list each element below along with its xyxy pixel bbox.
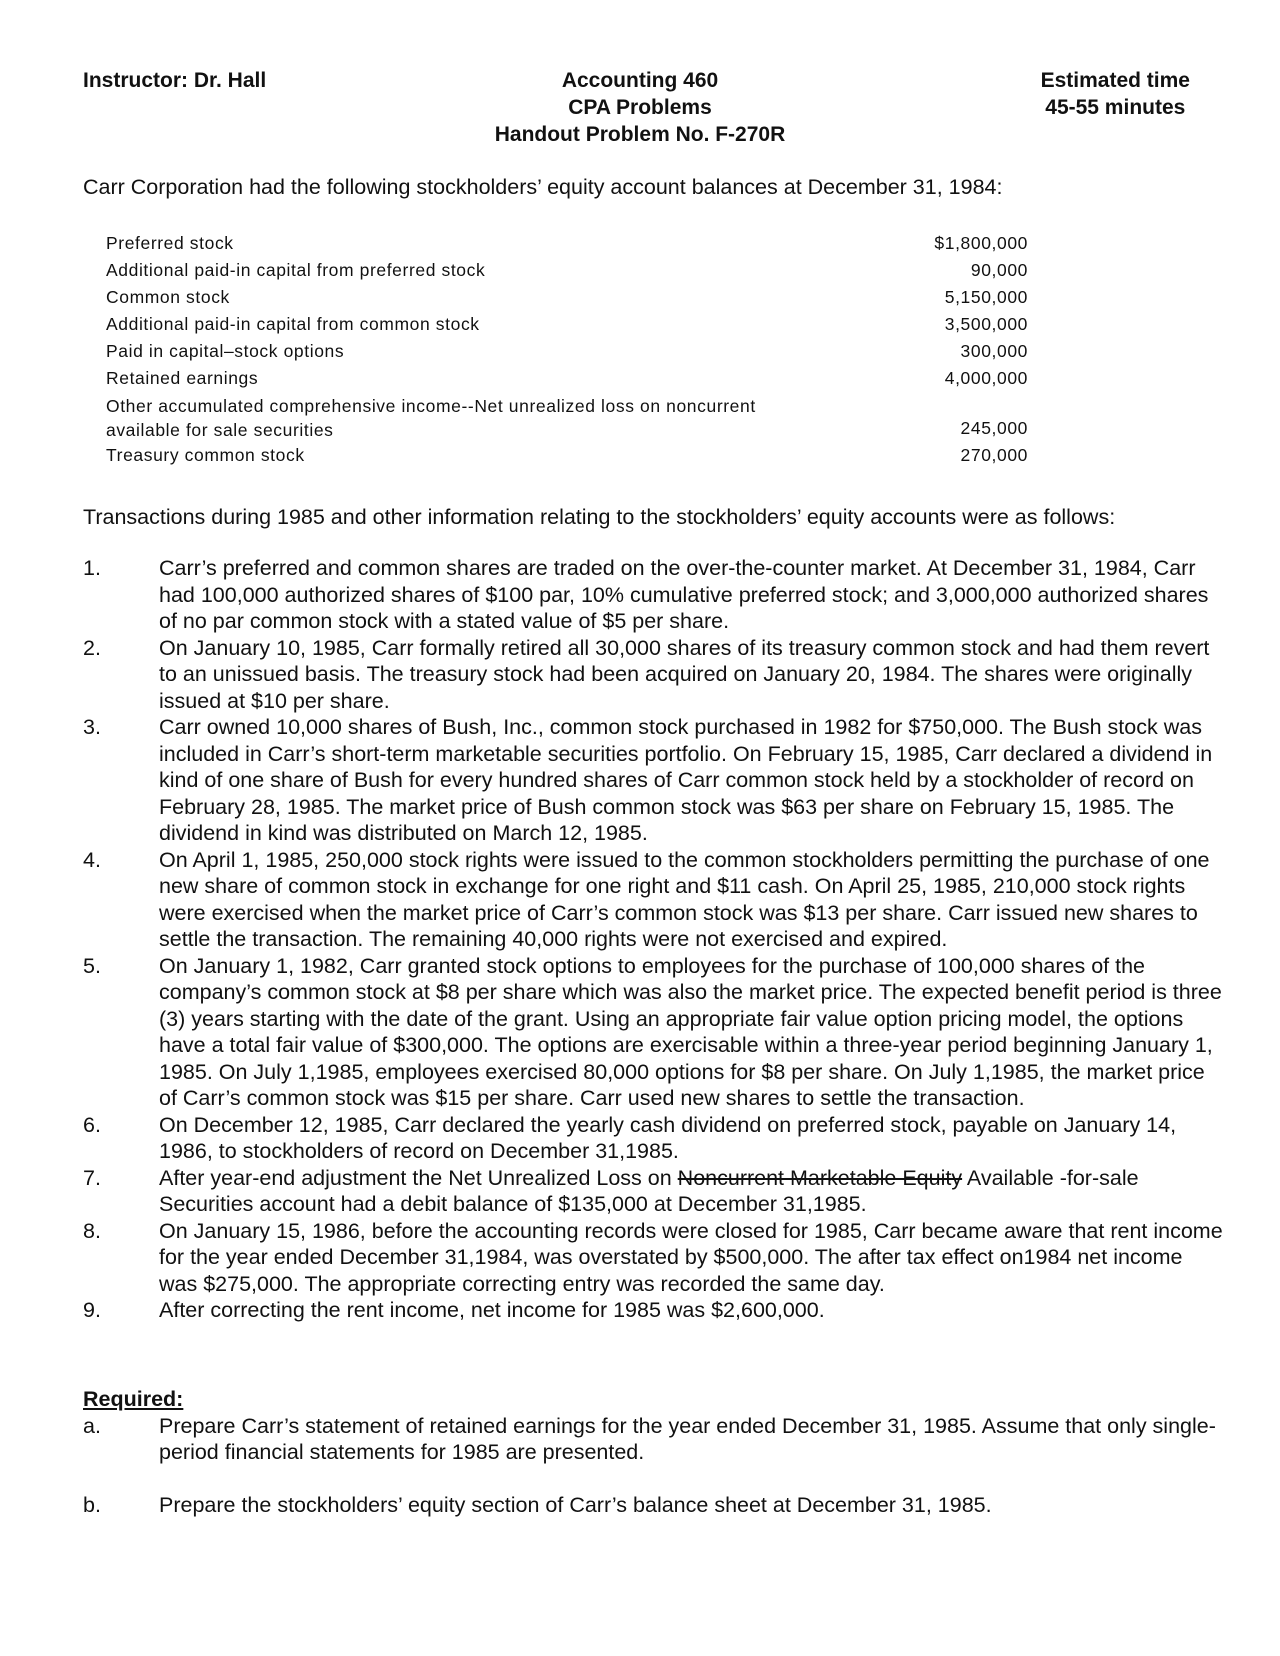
balance-label: Paid in capital–stock options [106,341,345,361]
required-item-text: Prepare the stockholders’ equity section of Carr’s balance sheet at December 31, 1985. [159,1492,992,1517]
item-number: 7. [83,1165,101,1190]
item-text: On April 1, 1985, 250,000 stock rights were issued to the common stockholders permitting the purchase of one new share of common stock in exchange for one right and $11 cash. On April 25, 1985, 210,000 stock rights were exercised when the market price of Carr’s common stock was $13 per share. Carr issued new shares to settle the transaction. The remaining 40,000 rights were not exercised and expired. [159,847,1210,951]
balance-row [106,284,1028,311]
document-heading [440,67,840,148]
item-text [159,1165,1223,1218]
required-section [83,1386,1223,1518]
balance-label-line1: Other accumulated comprehensive income--Net unrealized loss on noncurrent [106,396,756,416]
struck-text: Noncurrent Marketable Equity [677,1165,963,1190]
item-number: 4. [83,847,101,872]
transactions-intro: Transactions during 1985 and other information relating to the stockholders’ equity accounts were as follows: [83,505,1116,529]
balance-amount: 5,150,000 [944,287,1028,307]
intro-paragraph: Carr Corporation had the following stockholders’ equity account balances at December 31, 1984: [83,175,1003,199]
item-number: 1. [83,556,101,580]
item-text-before: After year-end adjustment the Net Unrealized Loss on [159,1165,678,1190]
list-item [83,847,1223,953]
list-item [83,635,1223,715]
item-number: 6. [83,1112,101,1137]
balance-amount: 90,000 [970,260,1028,280]
balance-label: Common stock [106,287,230,307]
balance-amount: $1,800,000 [934,233,1028,253]
item-text: On January 1, 1982, Carr granted stock options to employees for the purchase of 100,000 shares of the company’s common stock at $8 per share which was also the market price. The expected benefit period is three (3) years starting with the date of the grant. Using an appropriate fair value option pricing model, the options have a total fair value of $300,000. The options are exercisable within a three-year period beginning January 1, 1985. On July 1,1985, employees exercised 80,000 options for $8 per share. On July 1,1985, the market price of Carr’s common stock was $15 per share. Carr used new shares to settle the transaction. [159,953,1222,1110]
item-text: On December 12, 1985, Carr declared the yearly cash dividend on preferred stock, payable on January 14, 1986, to stockholders of record on December 31,1985. [159,1112,1177,1163]
balance-label-line2: available for sale securities [106,420,334,440]
balance-label: Additional paid-in capital from common stock [106,314,480,334]
item-text: On January 15, 1986, before the accounting records were closed for 1985, Carr became aware that rent income for the year ended December 31,1984, was overstated by $500,000. The after tax effect on1984 net income was $275,000. The appropriate correcting entry was recorded the same day. [159,1218,1223,1296]
list-item [83,714,1223,847]
item-number: 8. [83,1218,101,1243]
item-number: 3. [83,715,101,739]
required-item-b [83,1492,1223,1519]
list-item [83,953,1223,1112]
required-title: Required: [83,1387,184,1411]
balance-row [106,394,1028,442]
balance-row [106,230,1028,257]
list-item [83,1218,1223,1298]
estimated-time [1041,67,1190,121]
balance-row [106,338,1028,365]
balance-amount: 3,500,000 [944,314,1028,334]
balance-label: Additional paid-in capital from preferred stock [106,260,486,280]
item-text: After correcting the rent income, net income for 1985 was $2,600,000. [159,1298,825,1322]
balance-label [106,394,846,442]
balance-label: Treasury common stock [106,445,305,465]
course-title: Accounting 460 [561,69,719,92]
list-item [83,1297,1223,1324]
item-text-after: Available -for-sale Securities account had a debit balance of $135,000 at December 31,1985. [159,1165,1139,1216]
list-item [83,555,1223,635]
balance-row [106,311,1028,338]
balance-row [106,442,1028,469]
list-item [83,1165,1223,1218]
item-number: 2. [83,635,101,660]
item-text: Carr’s preferred and common shares are traded on the over-the-counter market. At December 31, 1984, Carr had 100,000 authorized shares of $100 par, 10% cumulative preferred stock; and 3,000,000 authorized shares of no par common stock with a stated value of $5 per share. [159,556,1209,633]
balance-amount: 300,000 [960,341,1028,361]
problem-number: Handout Problem No. F-270R [494,123,786,146]
balance-amount: 270,000 [960,445,1028,465]
balance-label: Retained earnings [106,368,259,388]
instructor-label [83,67,266,94]
balance-amount: 245,000 [960,418,1028,438]
item-number: 5. [83,953,101,978]
estimated-time-label: Estimated time [1040,69,1190,92]
list-item [83,1112,1223,1165]
required-item-letter: b. [83,1492,101,1517]
balances-table [106,230,1028,469]
required-item-text: Prepare Carr’s statement of retained earnings for the year ended December 31, 1985. Assume that only single-period financial statements for 1985 are presented. [159,1413,1216,1464]
required-item-a [83,1413,1223,1466]
item-text: Carr owned 10,000 shares of Bush, Inc., common stock purchased in 1982 for $750,000. The Bush stock was included in Carr’s short-term marketable securities portfolio. On February 15, 1985, Carr declared a dividend in kind of one share of Bush for every hundred shares of Carr common stock held by a stockholder of record on February 28, 1985. The market price of Bush common stock was $63 per share on February 15, 1985. The dividend in kind was distributed on March 12, 1985. [159,715,1213,845]
transactions-list [83,555,1223,1324]
balance-label: Preferred stock [106,233,234,253]
balance-row [106,257,1028,284]
item-text: On January 10, 1985, Carr formally retired all 30,000 shares of its treasury common stock and had them revert to an unissued basis. The treasury stock had been acquired on January 20, 1984. The shares were originally issued at $10 per share. [159,635,1210,713]
instructor-text: Instructor: Dr. Hall [83,69,267,92]
estimated-time-value: 45-55 minutes [1045,96,1186,119]
balance-amount: 4,000,000 [944,368,1028,388]
item-number: 9. [83,1298,101,1322]
course-subtitle: CPA Problems [568,96,712,119]
required-item-letter: a. [83,1413,101,1438]
balance-row [106,365,1028,392]
